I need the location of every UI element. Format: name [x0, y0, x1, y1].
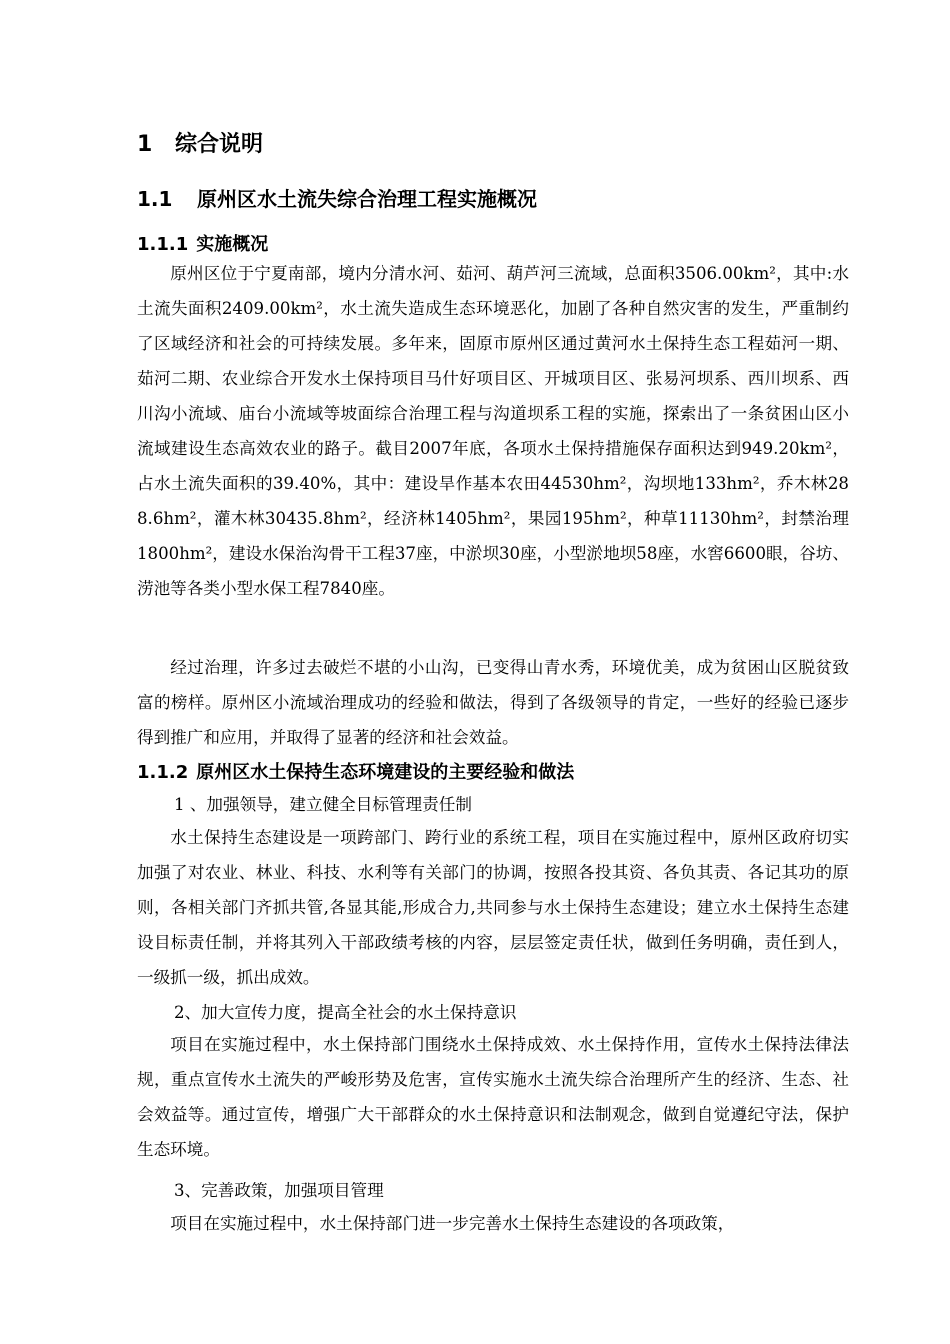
- experience-item-label-1: 1 、加强领导，建立健全目标管理责任制: [174, 795, 472, 814]
- experience-item-text-1: 水土保持生态建设是一项跨部门、跨行业的系统工程，项目在实施过程中，原州区政府切实加强了对农业、林业、科技、水利等有关部门的协调，按照各投其资、各负其责、各记其功的原则，各相关部门齐抓共管,各显其能,形成合力,共同参与水土保持生态建设；建立水土保持生态建设目标责任制，并将其列入干部政绩考核的内容，层层签定责任状，做到任务明确，责任到人，一级抓一级，抓出成效。: [137, 828, 849, 987]
- experience-item-label-2: 2、加大宣传力度，提高全社会的水土保持意识: [174, 1003, 517, 1022]
- chapter-heading: [137, 130, 263, 160]
- subsection-title: 实施概况: [196, 234, 269, 255]
- subsection-number: 1.1.2: [137, 762, 189, 783]
- experience-item-label-3: 3、完善政策，加强项目管理: [174, 1181, 384, 1200]
- chapter-title: 综合说明: [175, 132, 264, 157]
- subsection-heading-overview: [137, 232, 268, 258]
- section-number: 1.1: [137, 187, 173, 211]
- experience-item-text-3: 项目在实施过程中，水土保持部门进一步完善水土保持生态建设的各项政策，: [170, 1214, 735, 1233]
- subsection-title: 原州区水土保持生态环境建设的主要经验和做法: [196, 762, 575, 783]
- chapter-number: 1: [137, 132, 153, 157]
- section-heading: [137, 184, 537, 214]
- subsection-number: 1.1.1: [137, 234, 189, 255]
- overview-paragraph-2: 经过治理，许多过去破烂不堪的小山沟，已变得山青水秀，环境优美，成为贫困山区脱贫致富的榜样。原州区小流域治理成功的经验和做法，得到了各级领导的肯定，一些好的经验已逐步得到推广和应用，并取得了显著的经济和社会效益。: [137, 658, 849, 747]
- subsection-heading-experience: [137, 760, 574, 786]
- section-title: 原州区水土流失综合治理工程实施概况: [197, 187, 537, 211]
- overview-paragraph-1: 原州区位于宁夏南部，境内分清水河、茹河、葫芦河三流域，总面积3506.00km²，其中:水土流失面积2409.00km²，水土流失造成生态环境恶化，加剧了各种自然灾害的发生，严重制约了区域经济和社会的可持续发展。多年来，固原市原州区通过黄河水土保持生态工程茹河一期、茹河二期、农业综合开发水土保持项目马什好项目区、开城项目区、张易河坝系、西川坝系、西川沟小流域、庙台小流域等坡面综合治理工程与沟道坝系工程的实施，探索出了一条贫困山区小流域建设生态高效农业的路子。截目2007年底，各项水土保持措施保存面积达到949.20km²，占水土流失面积的39.40%，其中：建设旱作基本农田44530hm²，沟坝地133hm²，乔木林288.6hm²，灌木林30435.8hm²，经济林1405hm²，果园195hm²，种草11130hm²，封禁治理1800hm²，建设水保治沟骨干工程37座，中淤坝30座，小型淤地坝58座，水窖6600眼，谷坊、涝池等各类小型水保工程7840座。: [137, 264, 849, 598]
- experience-item-text-2: 项目在实施过程中，水土保持部门围绕水土保持成效、水土保持作用，宣传水土保持法律法规，重点宣传水土流失的严峻形势及危害，宣传实施水土流失综合治理所产生的经济、生态、社会效益等。通过宣传，增强广大干部群众的水土保持意识和法制观念，做到自觉遵纪守法，保护生态环境。: [137, 1035, 849, 1159]
